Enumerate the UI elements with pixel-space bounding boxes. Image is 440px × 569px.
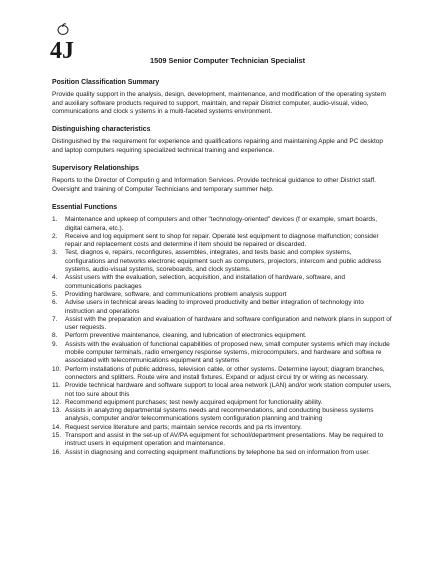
list-item-text: Assist users with the evaluation, selection, acquisition, and installation of hardware, software, and communications packages [65,274,346,290]
document-title: 1509 Senior Computer Technician Specialist [150,56,306,65]
list-item-text: Perform installations of public address, television cable, or other systems. Determine layout; diagram branches, connectors and splitters. Route wire and install fixtures. Expand or adjust circui try or wiring as necessary. [65,365,385,381]
list-item [52,332,392,340]
list-item-number: 14. [52,423,62,431]
list-item [52,274,392,291]
list-item-text: Provide technical hardware and software support to local area network (LAN) and/or work station computer users, not too sure about this [65,382,392,398]
list-item-number: 9. [52,340,58,348]
list-item [52,299,392,316]
list-item-text: Assist with the preparation and evaluation of hardware and software configuration and network plans in support of user requests. [65,315,392,332]
list-item [52,216,392,233]
list-item-number: 5. [52,290,58,298]
list-item-text: Assists with the evaluation of functional capabilities of proposed new, small computer systems which may include mobile computer terminals, radio emergency response systems, microcomputers, and hardware and softwa re associated with telecommunications equipment and systems [65,340,390,365]
list-item-text: Maintenance and upkeep of computers and other "technology-oriented" devices (f or example, smart boards, digital camera, etc.). [65,216,378,232]
list-item-number: 12. [52,398,62,406]
section-text: Provide quality support in the analysis, design, development, maintenance, and modification of the operating system and auxiliary software products required to support, maintain, and repair District computer, audio-visual, video, communications and clock s ystems in a multi-faceted systems environment. [52,91,386,115]
list-item-number: 15. [52,431,62,439]
list-item-text: Advise users in technical areas leading to improved productivity and better integration of technology into instruction and operations [65,299,364,315]
document-body [52,79,392,467]
list-item-number: 13. [52,407,62,415]
list-item-text: Perform preventive maintenance, cleaning, and lubrication of electronics equipment. [65,332,307,340]
list-item-text: Assist in diagnosing and correcting equipment malfunctions by telephone ba sed on information from user. [65,448,370,456]
list-item-text: Recommend equipment purchases; test newly acquired equipment for functionality ability. [65,398,323,406]
list-item [52,424,392,432]
list-item-number: 10. [52,365,62,373]
section-essential-functions [52,204,392,457]
list-item [52,341,392,366]
list-item-number: 7. [52,315,58,323]
list-item-number: 1. [52,216,58,224]
list-item-text: Transport and assist in the set-up of AV/PA equipment for school/department presentations. May be required to instruct users in equipment operation and maintenance. [65,431,384,448]
list-item [52,449,392,457]
list-item [52,316,392,333]
list-item [52,382,392,399]
section-heading: Supervisory Relationships [52,165,139,173]
list-item [52,233,392,250]
list-item [52,407,392,424]
section-distinguishing-characteristics [52,126,392,155]
section-heading: Essential Functions [52,203,118,211]
list-item-number: 11. [52,382,61,390]
essential-functions-list [52,216,392,457]
section-heading: Distinguishing characteristics [52,126,151,134]
list-item [52,291,392,299]
list-item-number: 8. [52,332,58,340]
list-item-text: Receive and log equipment sent to shop for repair. Operate test equipment to diagnose malfunction; consider repair and replacement costs and determine if item should be repaired or discarded. [65,232,379,249]
list-item [52,249,392,274]
list-item-text: Request service literature and parts; maintain service records and pa rts inventory. [65,423,302,431]
logo-text: 4J [50,38,74,62]
apple-logo-icon [50,22,76,62]
section-heading: Position Classification Summary [52,79,160,86]
section-text: Distinguished by the requirement for experience and qualifications repairing and maintaining Apple and PC desktop and laptop computers requiring specialized technical training and experience. [52,138,383,154]
list-item [52,432,392,449]
list-item-number: 4. [52,274,58,282]
list-item [52,366,392,383]
list-item [52,399,392,407]
district-logo [50,22,76,62]
list-item-text: Test, diagnos e, repairs, reconfigures, assembles, integrates, and tests basic and complex systems, configurations and networks electronic equipment such as computers, projectors, intercom and public address systems, audio-visual systems, scoreboards, and clock systems. [65,249,382,274]
section-text: Reports to the Director of Computin g and Information Services. Provide technical guidance to other District staff. Oversight and training of Computer Technicians and temporary summer help. [52,177,376,193]
list-item-number: 3. [52,249,58,257]
list-item-number: 6. [52,299,58,307]
section-supervisory-relationships [52,165,392,194]
list-item-number: 16. [52,448,62,456]
list-item-text: Assists in analyzing departmental systems needs and recommendations, and conducting business systems analysis, computer and/or telecommunications system configuration planning and training [65,407,374,423]
section-classification-summary [52,79,392,116]
list-item-text: Providing hardware, software, and communications problem analysis support [65,290,287,298]
list-item-number: 2. [52,232,58,240]
